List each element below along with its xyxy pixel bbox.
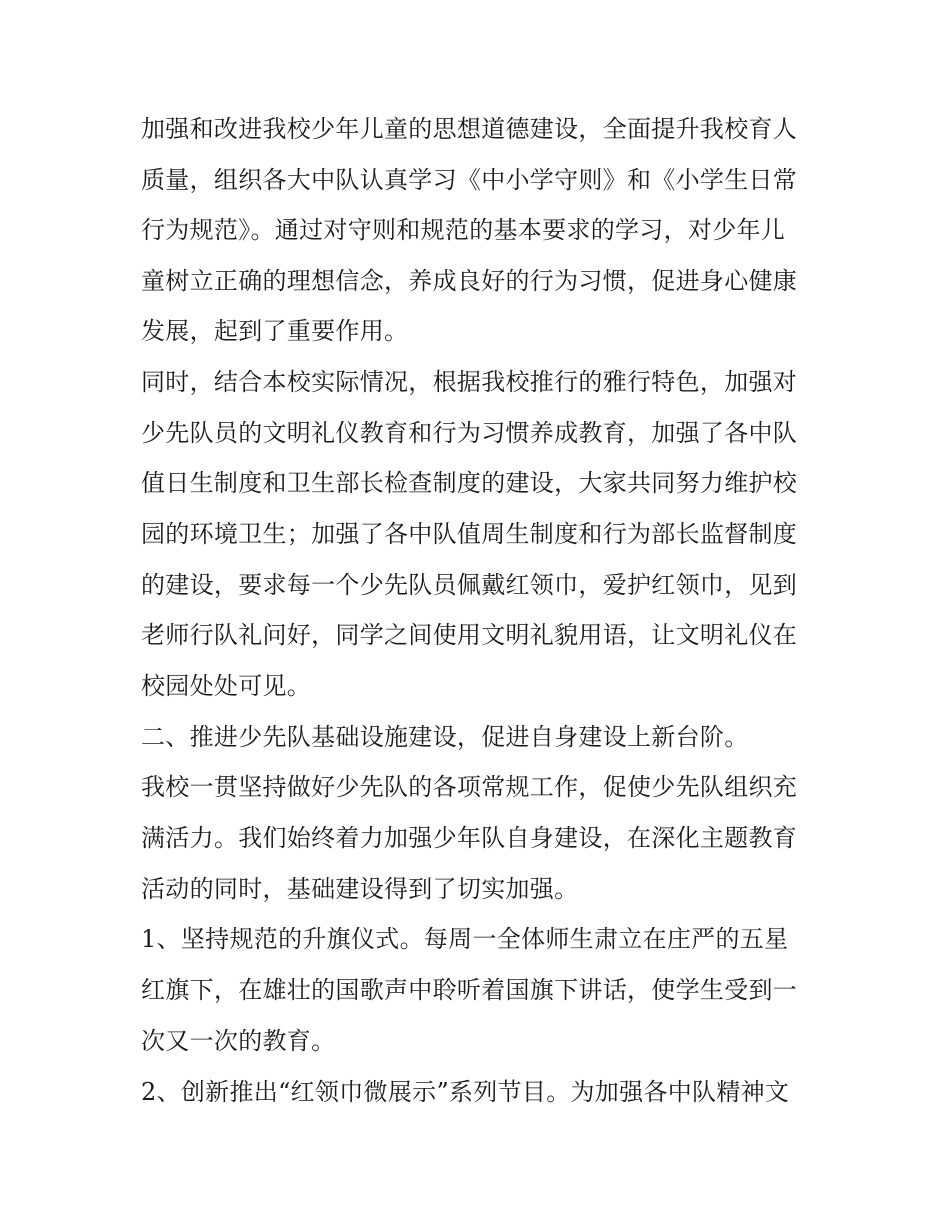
text-line: 老师行队礼问好，同学之间使用文明礼貌用语，让文明礼仪在 xyxy=(141,621,798,649)
text-line: 活动的同时，基础建设得到了切实加强。 xyxy=(141,875,579,903)
text-line: 同时，结合本校实际情况，根据我校推行的雅行特色，加强对 xyxy=(141,368,798,396)
text-line: 少先队员的文明礼仪教育和行为习惯养成教育，加强了各中队 xyxy=(141,419,798,447)
text-line: 满活力。我们始终着力加强少年队自身建设，在深化主题教育 xyxy=(141,824,798,852)
text-line: 园的环境卫生；加强了各中队值周生制度和行为部长监督制度 xyxy=(141,520,798,548)
text-line: 行为规范》。通过对守则和规范的基本要求的学习，对少年儿 xyxy=(141,216,786,244)
text-line: 我校一贯坚持做好少先队的各项常规工作，促使少先队组织充 xyxy=(141,773,798,801)
text-line: 发展，起到了重要作用。 xyxy=(141,317,409,345)
text-line: 童树立正确的理想信念，养成良好的行为习惯，促进身心健康 xyxy=(141,267,798,295)
text-line: 的建设，要求每一个少先队员佩戴红领巾，爱护红领巾，见到 xyxy=(141,571,798,599)
text-line: 质量，组织各大中队认真学习《中小学守则》和《小学生日常 xyxy=(141,166,798,194)
text-line: 值日生制度和卫生部长检查制度的建设，大家共同努力维护校 xyxy=(141,469,798,497)
text-line: 1、坚持规范的升旗仪式。每周一全体师生肃立在庄严的五星 xyxy=(141,925,789,953)
text-line: 校园处处可见。 xyxy=(141,672,312,700)
section-heading: 二、推进少先队基础设施建设，促进自身建设上新台阶。 xyxy=(141,723,749,751)
text-line: 红旗下，在雄壮的国歌声中聆听着国旗下讲话，使学生受到一 xyxy=(141,976,798,1004)
text-line: 次又一次的教育。 xyxy=(141,1027,336,1055)
text-line: 2、创新推出“红领巾微展示”系列节目。为加强各中队精神文 xyxy=(141,1078,790,1106)
text-line: 加强和改进我校少年儿童的思想道德建设，全面提升我校育人 xyxy=(141,115,798,143)
